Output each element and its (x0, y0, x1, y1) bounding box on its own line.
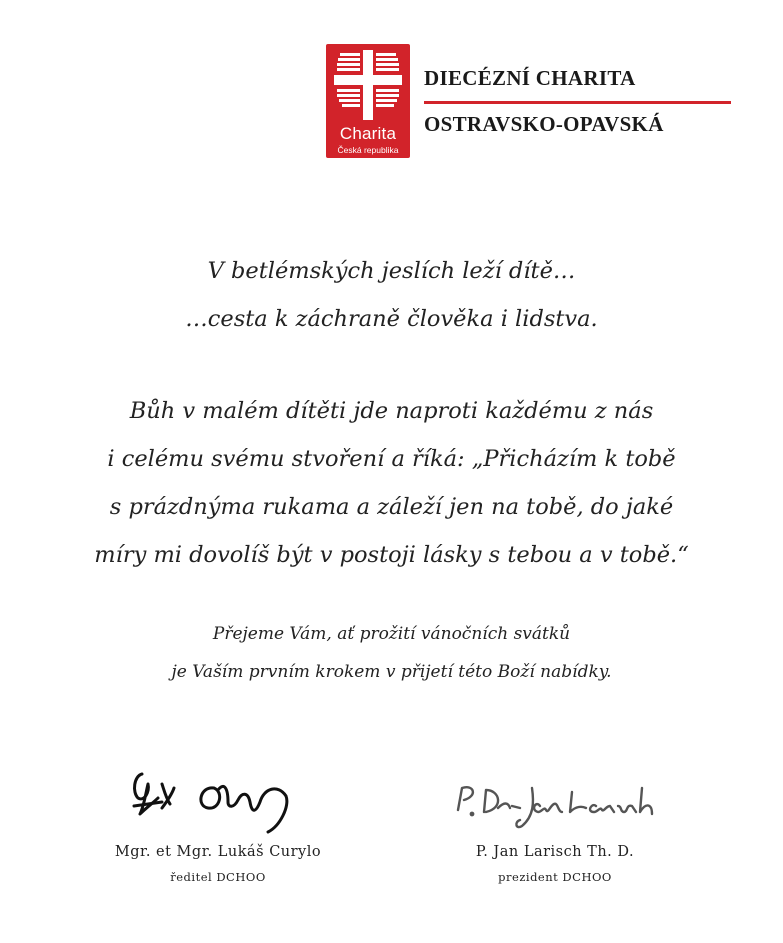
verse-line: …cesta k záchraně člověka i lidstva. (185, 306, 598, 332)
org-divider (424, 101, 731, 104)
org-name-line2: OSTRAVSKO-OPAVSKÁ (424, 112, 664, 136)
verse-line: Bůh v malém dítěti jde naproti každému z nás (129, 398, 654, 424)
logo-word: Charita (339, 124, 397, 143)
signatory-role: ředitel DCHOO (170, 870, 266, 884)
signatory-name: P. Jan Larisch Th. D. (475, 844, 635, 860)
verse-line: i celému svému stvoření a říká: „Přicházím k tobě (107, 446, 676, 472)
signature-larisch (450, 776, 660, 836)
org-name-line1: DIECÉZNÍ CHARITA (424, 66, 636, 90)
verse-line: míry mi dovolíš být v postoji lásky s tebou a v tobě.“ (94, 542, 689, 568)
charity-cross-icon (326, 44, 410, 128)
signature-curylo (128, 762, 298, 842)
signatory-name: Mgr. et Mgr. Lukáš Curylo (114, 844, 322, 860)
signatory-role: prezident DCHOO (498, 870, 612, 884)
logo-subtitle: Česká republika (337, 145, 399, 155)
wish-line: je Vaším prvním krokem v přijetí této Boží nabídky. (171, 662, 612, 682)
wish-line: Přejeme Vám, ať prožití vánočních svátků (212, 624, 571, 644)
verse-line: s prázdnýma rukama a záleží jen na tobě, do jaké (109, 494, 674, 520)
charita-logo (326, 44, 410, 158)
verse-line: V betlémských jeslích leží dítě… (207, 258, 576, 284)
